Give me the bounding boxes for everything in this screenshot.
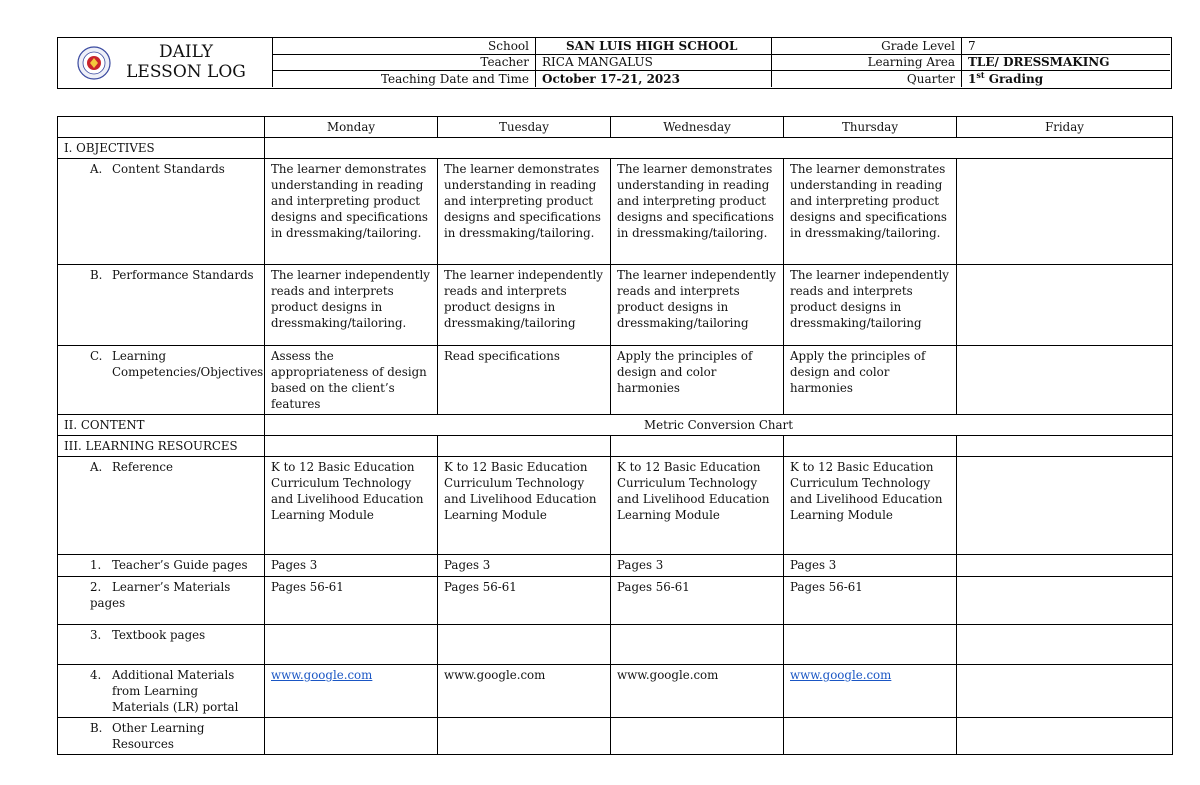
table-cell: The learner demonstrates understanding in reading and interpreting product designs and specifications in dressmaking/tailoring. bbox=[438, 159, 611, 265]
table-cell: The learner independently reads and interprets product designs in dressmaking/tailoring. bbox=[265, 265, 438, 346]
header-row-school bbox=[272, 38, 1170, 55]
table-row bbox=[58, 457, 1173, 555]
content-value: Metric Conversion Chart bbox=[265, 415, 1173, 436]
table-cell bbox=[611, 718, 784, 755]
table-cell: The learner demonstrates understanding in reading and interpreting product designs and specifications in dressmaking/tailoring. bbox=[784, 159, 957, 265]
table-cell bbox=[957, 625, 1173, 665]
table-cell bbox=[784, 665, 957, 718]
table-cell: Pages 56-61 bbox=[265, 577, 438, 625]
day-thursday: Thursday bbox=[784, 117, 957, 138]
table-cell: Pages 56-61 bbox=[438, 577, 611, 625]
table-cell bbox=[265, 625, 438, 665]
google-link[interactable]: www.google.com bbox=[790, 668, 892, 682]
row-label-textbook: 3. Textbook pages bbox=[58, 625, 265, 665]
table-cell bbox=[957, 718, 1173, 755]
table-cell: Pages 3 bbox=[438, 555, 611, 577]
table-cell: Pages 56-61 bbox=[611, 577, 784, 625]
deped-seal-icon bbox=[77, 46, 111, 80]
teacher-label: Teacher bbox=[272, 54, 536, 70]
section-content-row bbox=[58, 415, 1173, 436]
table-cell bbox=[265, 718, 438, 755]
table-cell bbox=[957, 159, 1173, 265]
table-cell bbox=[438, 625, 611, 665]
date-label: Teaching Date and Time bbox=[272, 71, 536, 87]
row-label-competencies: C. Learning Competencies/Objectives bbox=[58, 346, 265, 415]
table-cell: K to 12 Basic Education Curriculum Technology and Livelihood Education Learning Module bbox=[265, 457, 438, 555]
table-cell bbox=[611, 625, 784, 665]
table-cell bbox=[957, 265, 1173, 346]
table-cell: Pages 3 bbox=[611, 555, 784, 577]
corner-cell bbox=[58, 117, 265, 138]
table-cell: K to 12 Basic Education Curriculum Technology and Livelihood Education Learning Module bbox=[611, 457, 784, 555]
row-label-additional-materials: 4. Additional Materials from Learning Materials (LR) portal bbox=[58, 665, 265, 718]
row-label-other-resources: B. Other Learning Resources bbox=[58, 718, 265, 755]
table-cell bbox=[957, 665, 1173, 718]
table-cell bbox=[957, 457, 1173, 555]
school-value: SAN LUIS HIGH SCHOOL bbox=[536, 38, 772, 54]
table-row bbox=[58, 555, 1173, 577]
table-cell: www.google.com bbox=[438, 665, 611, 718]
section-resources-row bbox=[58, 436, 1173, 457]
section-resources: III. LEARNING RESOURCES bbox=[58, 436, 265, 457]
area-label: Learning Area bbox=[772, 54, 962, 70]
day-monday: Monday bbox=[265, 117, 438, 138]
table-row bbox=[58, 159, 1173, 265]
day-tuesday: Tuesday bbox=[438, 117, 611, 138]
header-block bbox=[57, 37, 1172, 89]
row-label-content-standards: A. Content Standards bbox=[58, 159, 265, 265]
day-wednesday: Wednesday bbox=[611, 117, 784, 138]
table-cell bbox=[957, 577, 1173, 625]
table-cell: Pages 56-61 bbox=[784, 577, 957, 625]
table-row bbox=[58, 346, 1173, 415]
table-row bbox=[58, 625, 1173, 665]
table-row bbox=[58, 265, 1173, 346]
table-cell: Apply the principles of design and color harmonies bbox=[611, 346, 784, 415]
table-cell bbox=[957, 346, 1173, 415]
table-cell: Pages 3 bbox=[784, 555, 957, 577]
table-cell: www.google.com bbox=[611, 665, 784, 718]
grade-label: Grade Level bbox=[772, 38, 962, 54]
quarter-label: Quarter bbox=[772, 71, 962, 87]
google-link[interactable]: www.google.com bbox=[271, 668, 373, 682]
row-label-teachers-guide: 1. Teacher’s Guide pages bbox=[58, 555, 265, 577]
table-row bbox=[58, 665, 1173, 718]
table-cell: K to 12 Basic Education Curriculum Technology and Livelihood Education Learning Module bbox=[784, 457, 957, 555]
date-value: October 17-21, 2023 bbox=[536, 71, 772, 87]
table-cell bbox=[957, 555, 1173, 577]
quarter-value: 1st Grading bbox=[968, 70, 1044, 86]
area-value: TLE/ DRESSMAKING bbox=[968, 55, 1110, 69]
school-label: School bbox=[272, 38, 536, 54]
table-cell: The learner demonstrates understanding in reading and interpreting product designs and specifications in dressmaking/tailoring. bbox=[611, 159, 784, 265]
grade-value: 7 bbox=[968, 39, 976, 53]
table-cell: Read specifications bbox=[438, 346, 611, 415]
table-cell bbox=[265, 665, 438, 718]
table-cell: Apply the principles of design and color harmonies bbox=[784, 346, 957, 415]
table-cell bbox=[784, 625, 957, 665]
page-title: DAILY LESSON LOG bbox=[126, 42, 246, 82]
day-friday: Friday bbox=[957, 117, 1173, 138]
table-cell: Assess the appropriateness of design based on the client’s features bbox=[265, 346, 438, 415]
table-cell bbox=[438, 718, 611, 755]
logo-area bbox=[58, 38, 273, 87]
table-row bbox=[58, 718, 1173, 755]
header-row-date bbox=[272, 71, 1170, 87]
header-row-teacher bbox=[272, 54, 1170, 71]
table-cell: Pages 3 bbox=[265, 555, 438, 577]
table-cell: K to 12 Basic Education Curriculum Technology and Livelihood Education Learning Module bbox=[438, 457, 611, 555]
section-objectives: I. OBJECTIVES bbox=[58, 138, 265, 159]
days-header-row bbox=[58, 117, 1173, 138]
table-row bbox=[58, 577, 1173, 625]
row-label-reference: A. Reference bbox=[58, 457, 265, 555]
table-cell bbox=[784, 718, 957, 755]
lesson-log-table bbox=[57, 116, 1173, 755]
row-label-performance-standards: B. Performance Standards bbox=[58, 265, 265, 346]
table-cell: The learner independently reads and interprets product designs in dressmaking/tailoring bbox=[611, 265, 784, 346]
table-cell: The learner demonstrates understanding in reading and interpreting product designs and specifications in dressmaking/tailoring. bbox=[265, 159, 438, 265]
section-content: II. CONTENT bbox=[58, 415, 265, 436]
table-cell: The learner independently reads and interprets product designs in dressmaking/tailoring bbox=[784, 265, 957, 346]
table-cell: The learner independently reads and interprets product designs in dressmaking/tailoring bbox=[438, 265, 611, 346]
row-label-learners-materials: 2. Learner’s Materials pages bbox=[58, 577, 265, 625]
section-objectives-row bbox=[58, 138, 1173, 159]
teacher-value: RICA MANGALUS bbox=[536, 54, 772, 70]
